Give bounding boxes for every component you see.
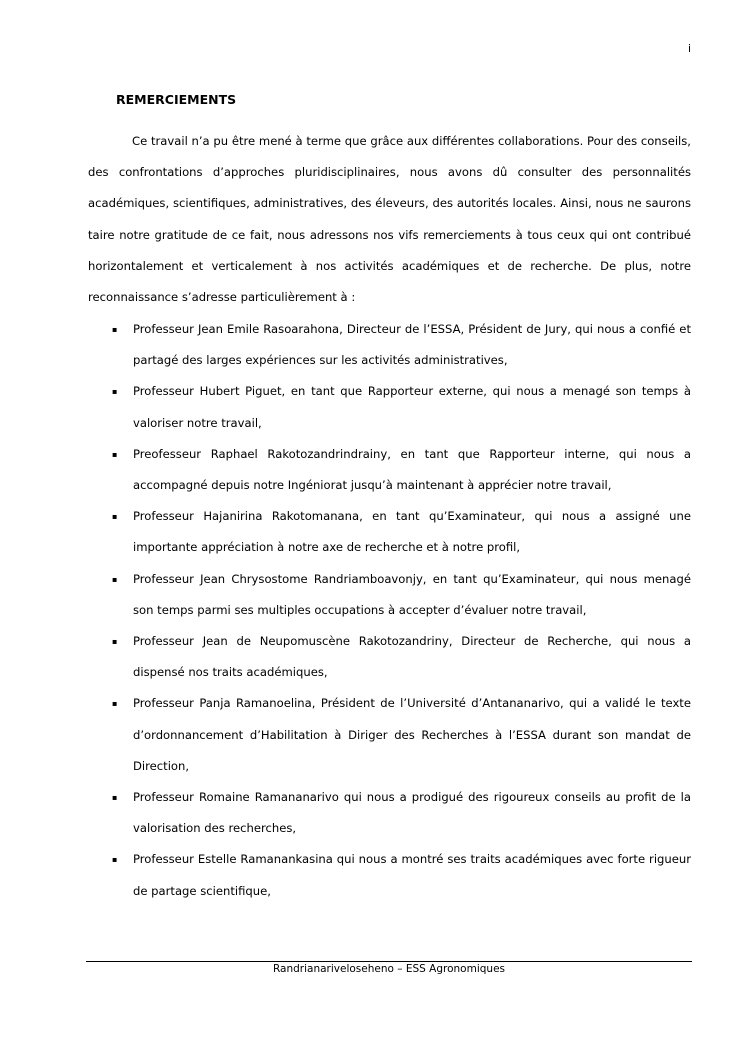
list-item — [88, 688, 691, 782]
page-title: REMERCIEMENTS — [116, 92, 237, 107]
list-item-text: Professeur Hajanirina Rakotomanana, en tant qu’Examinateur, qui nous a assigné une importante appréciation à notre axe de recherche et à notre profil, — [133, 509, 691, 555]
page-footer: Randrianariveloseheno – ESS Agronomiques — [272, 963, 505, 975]
list-item — [88, 564, 691, 626]
list-item — [88, 626, 691, 688]
bullet-icon: ▪ — [112, 699, 118, 709]
bullet-icon: ▪ — [112, 325, 118, 334]
list-item-text: Professeur Jean Chrysostome Randriamboavonjy, en tant qu’Examinateur, qui nous menagé son temps parmi ses multiples occupations à accepter d’évaluer notre travail, — [133, 571, 691, 617]
list-item — [88, 844, 691, 906]
page-number: i — [687, 42, 691, 55]
bullet-icon: ▪ — [112, 574, 118, 584]
bullet-icon: ▪ — [112, 637, 118, 647]
list-item-text: Professeur Hubert Piguet, en tant que Rapporteur externe, qui nous a menagé son temps à valoriser notre travail, — [133, 384, 691, 430]
list-item-text: Professeur Jean de Neupomuscène Rakotozandriny, Directeur de Recherche, qui nous a dispensé nos traits académiques, — [133, 634, 691, 680]
list-item — [88, 439, 691, 501]
list-item-text: Professeur Jean Emile Rasoarahona, Directeur de l’ESSA, Président de Jury, qui nous a confié et partagé des larges expériences sur les activités administratives, — [133, 322, 691, 368]
list-item — [88, 314, 691, 376]
list-item — [88, 501, 691, 563]
footer-divider — [86, 961, 692, 962]
list-item-text: Professeur Estelle Ramanankasina qui nous a montré ses traits académiques avec forte rigueur de partage scientifique, — [133, 852, 691, 898]
bullet-icon: ▪ — [112, 387, 118, 397]
intro-paragraph: Ce travail n’a pu être mené à terme que grâce aux différentes collaborations. Pour des conseils, des confrontations d’approches pluridisciplinaires, nous avons dû consulter des personnalités académiques, scientifiques, administratives, des éleveurs, des autorités locales. Ainsi, nous ne saurons taire notre gratitude de ce fait, nous adressons nos vifs remerciements à tous ceux qui ont contribué horizontalement et verticalement à nos activités académiques et de recherche. De plus, notre reconnaissance s’adresse particulièrement à : — [88, 134, 691, 305]
bullet-icon: ▪ — [112, 855, 118, 865]
list-item-text: Preofesseur Raphael Rakotozandrindrainy, en tant que Rapporteur interne, qui nous a accompagné depuis notre Ingéniorat jusqu’à maintenant à apprécier notre travail, — [133, 446, 691, 493]
list-item — [88, 782, 691, 844]
acknowledgement-list — [88, 314, 691, 907]
list-item-text: Professeur Romaine Ramananarivo qui nous a prodigué des rigoureux conseils au profit de la valorisation des recherches, — [133, 790, 691, 836]
list-item-text: Professeur Panja Ramanoelina, Président de l’Université d’Antananarivo, qui a validé le texte d’ordonnancement d’Habilitation à Diriger des Recherches à l’ESSA durant son mandat de Direction, — [133, 696, 691, 773]
bullet-icon: ▪ — [112, 512, 118, 522]
bullet-icon: ▪ — [112, 449, 118, 459]
bullet-icon: ▪ — [112, 793, 118, 803]
list-item — [88, 376, 691, 438]
